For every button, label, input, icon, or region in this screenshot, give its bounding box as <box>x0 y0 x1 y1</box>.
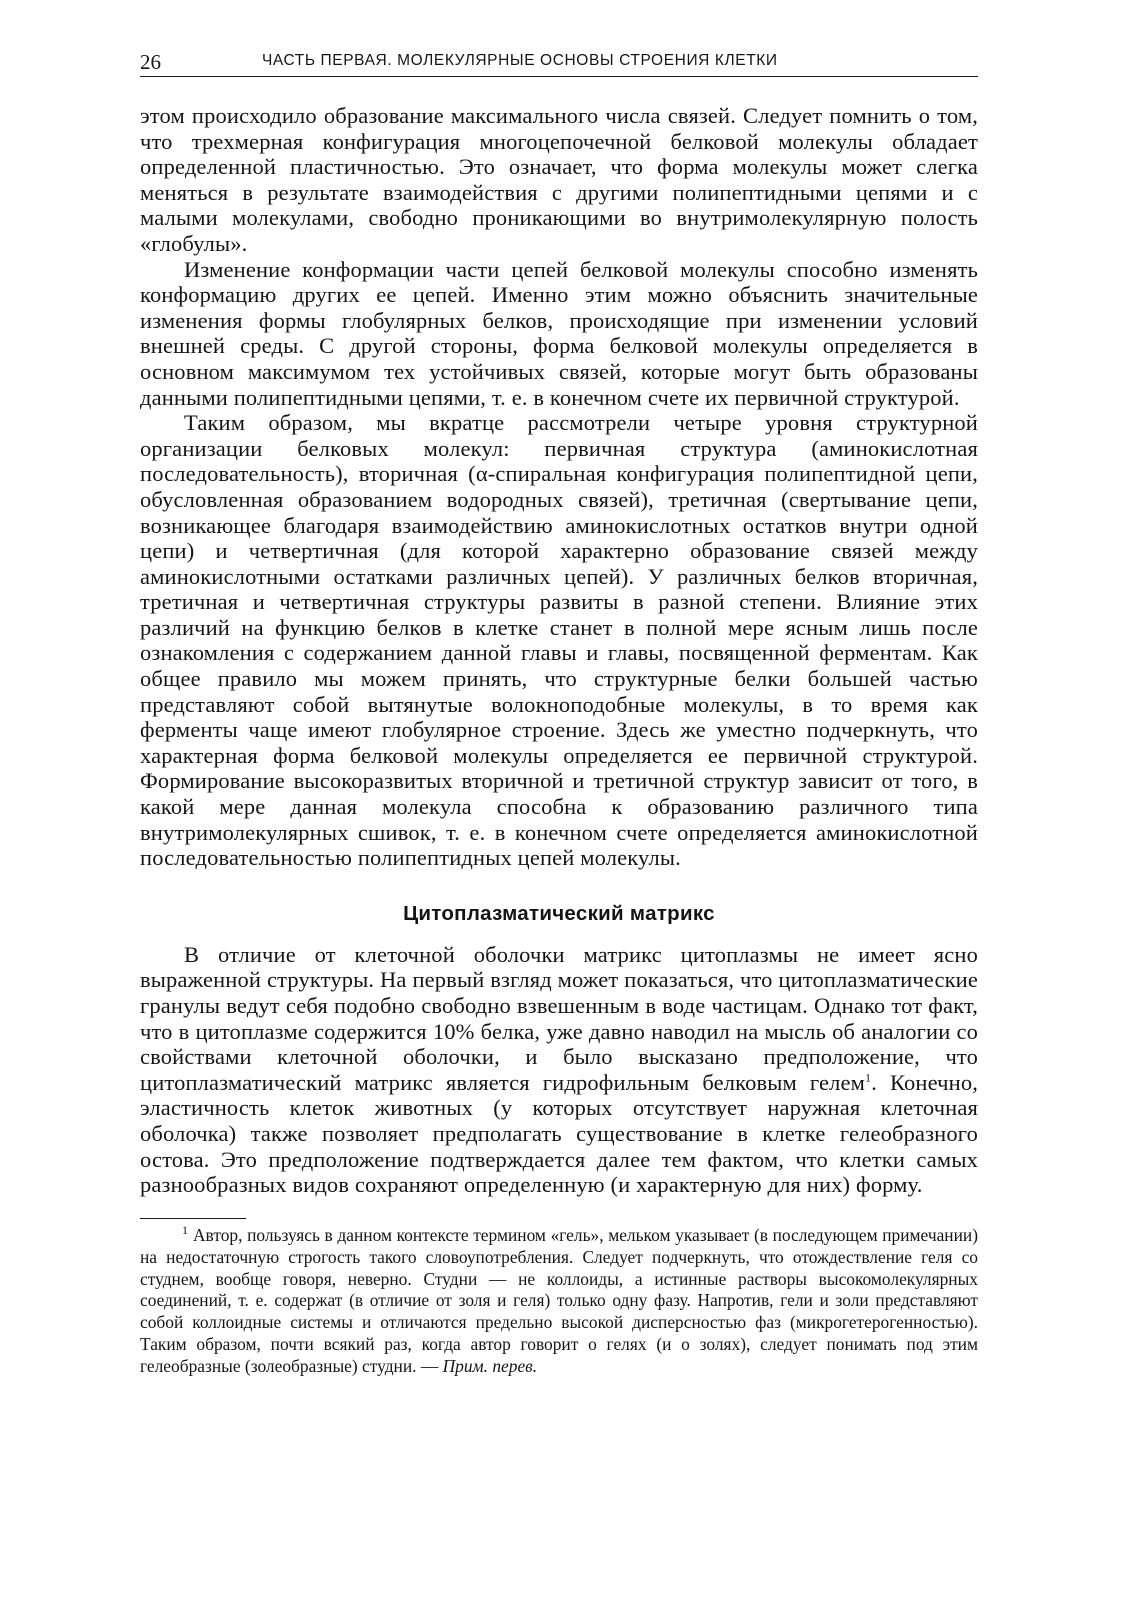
footnote <box>140 1222 978 1378</box>
paragraph-text-part-1: В отличие от клеточной оболочки матрикс цитоплазмы не имеет ясно выраженной структуры. На первый взгляд может показаться, что цитоплазматические гранулы ведут себя подобно свободно взвешенным в воде частицам. Однако тот факт, что в цитоплазме содержится 10% белка, уже давно наводил на мысль об аналогии со свойствами клеточной оболочки, и было высказано предположение, что цитоплазматический матрикс является гидрофильным белковым гелем <box>140 941 978 1095</box>
section-title: Цитоплазматический матрикс <box>403 901 715 925</box>
running-head <box>140 46 978 77</box>
paragraph-cytoplasmic-matrix <box>140 942 978 1198</box>
body-text <box>140 103 978 1198</box>
translator-note: Прим. перев. <box>442 1356 538 1377</box>
book-page <box>140 46 978 1378</box>
footnote-reference: 1 <box>865 1070 872 1085</box>
paragraph-structure-levels: Таким образом, мы вкратце рассмотрели четыре уровня структурной организации белковых молекул: первичная структура (аминокислотная последовательность), вторичная (α-спиральная конфигурация полипептидной цепи, обусловленная образованием водородных связей), третичная (свертывание цепи, возникающее благодаря взаимодействию аминокислотных остатков внутри одной цепи) и четвертичная (для которой характерно образование связей между аминокислотными остатками различных цепей). У различных белков вторичная, третичная и четвертичная структуры развиты в разной степени. Влияние этих различий на функцию белков в клетке станет в полной мере ясным лишь после ознакомления с содержанием данной главы и главы, посвященной ферментам. Как общее правило мы можем принять, что структурные белки большей частью представляют собой вытянутые волокноподобные молекулы, в то время как ферменты чаще имеют глобулярное строение. Здесь же уместно подчеркнуть, что характерная форма белковой молекулы определяется ее первичной структурой. Формирование высокоразвитых вторичной и третичной структур зависит от того, в какой мере данная молекула способна к образованию различного типа внутримолекулярных сшивок, т. е. в конечном счете определяется аминокислотной последовательностью полипептидных цепей молекулы. <box>140 410 978 871</box>
paragraph-text-part-2: . Конечно, эластичность клеток животных (у которых отсутствует наружная клеточная оболочка) также позволяет предполагать существование в клетке гелеобразного остова. Это предположение подтверждается далее тем фактом, что клетки самых разнообразных видов сохраняют определенную (и характерную для них) форму. <box>140 1069 978 1198</box>
footnote-text: Автор, пользуясь в данном контексте термином «гель», мельком указывает (в последующем примечании) на недостаточную строгость такого словоупотребления. Следует подчеркнуть, что отождествление геля со студнем, вообще говоря, неверно. Студни — не коллоиды, а истинные растворы высокомолекулярных соединений, т. е. содержат (в отличие от золя и геля) только одну фазу. Напротив, гели и золи представляют собой коллоидные системы и отличаются предельно высокой дисперсностью фаз (микрогетерогенностью). Таким образом, почти всякий раз, когда автор говорит о гелях (и о золях), следует понимать под этим гелеобразные (золеобразные) студни. — <box>140 1224 978 1377</box>
footnote-divider <box>140 1218 246 1219</box>
paragraph-continuation: этом происходило образование максимального числа связей. Следует помнить о том, что трехмерная конфигурация многоцепочечной белковой молекулы обладает определенной пластичностью. Это означает, что форма молекулы может слегка меняться в результате взаимодействия с другими полипептидными цепями и с малыми молекулами, свободно проникающими во внутримолекулярную полость «глобулы». <box>140 103 978 256</box>
paragraph-conformation: Изменение конформации части цепей белковой молекулы способно изменять конформацию других ее цепей. Именно этим можно объяснить значительные изменения формы глобулярных белков, происходящие при изменении условий внешней среды. С другой стороны, форма белковой молекулы определяется в основном максимумом тех устойчивых связей, которые могут быть образованы данными полипептидными цепями, т. е. в конечном счете их первичной структурой. <box>140 256 978 410</box>
running-title: ЧАСТЬ ПЕРВАЯ. МОЛЕКУЛЯРНЫЕ ОСНОВЫ СТРОЕНИЯ КЛЕТКИ <box>262 52 778 69</box>
page-number: 26 <box>140 50 161 74</box>
footnote-mark: 1 <box>182 1222 188 1237</box>
